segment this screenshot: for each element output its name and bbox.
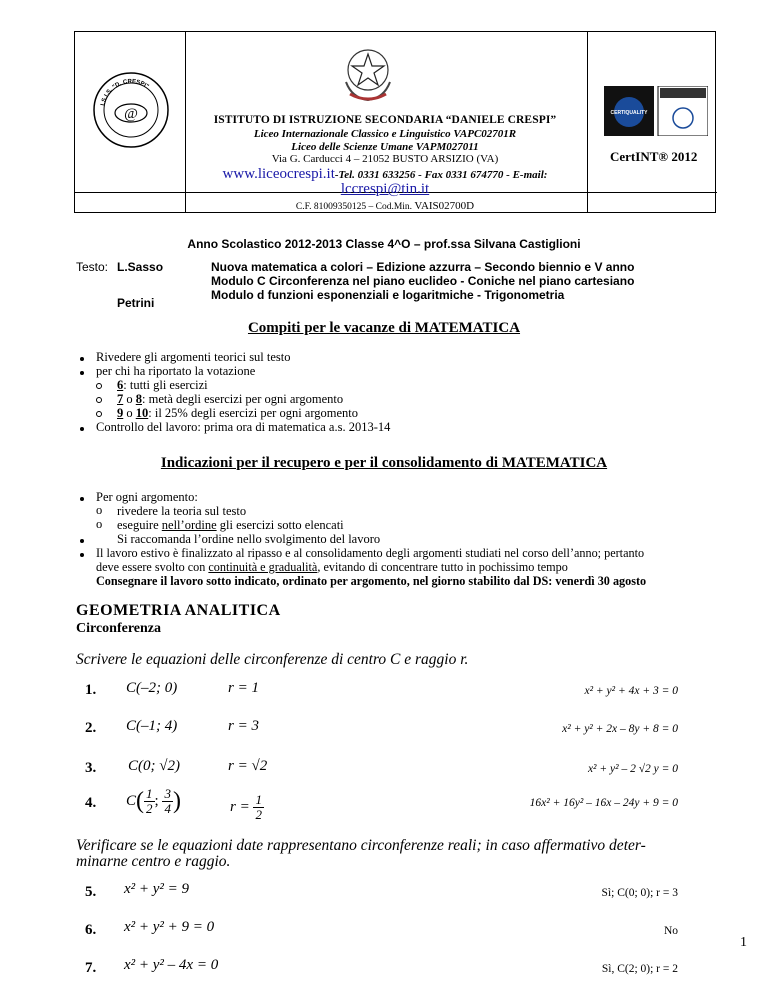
school-year-line: Anno Scolastico 2012-2013 Classe 4^O – prof.ssa Silvana Castiglioni bbox=[187, 237, 581, 251]
bullet-dot bbox=[80, 371, 84, 375]
liceo-line-2: Liceo delle Scienze Umane VAPM027011 bbox=[291, 141, 479, 153]
website-link[interactable]: www.liceocrespi.it bbox=[222, 166, 335, 182]
ministry-code: VAIS02700D bbox=[414, 200, 475, 212]
textbook-line-3: Modulo d funzioni esponenziali e logaritmiche - Trigonometria bbox=[211, 288, 565, 302]
recupero-bullet-3-line-1: Il lavoro estivo è finalizzato al ripasso e al consolidamento degli argomenti studiati nel corso dell’anno; pertanto bbox=[96, 546, 645, 560]
sub-bullet-circle bbox=[96, 397, 102, 403]
italy-emblem bbox=[338, 42, 398, 106]
textbook-label: Testo: bbox=[76, 260, 109, 274]
sub-marker: o bbox=[96, 517, 103, 531]
svg-text:I.S.I.S. "D. CRESPI" bbox=[100, 79, 149, 106]
certiquality-badge bbox=[604, 86, 708, 136]
textbook-line-1: Nuova matematica a colori – Edizione azzurra – Secondo biennio e V anno bbox=[211, 260, 635, 274]
exercise-radius: r = 3 bbox=[228, 718, 259, 734]
header-divider-right bbox=[587, 32, 588, 213]
certint-label: CertINT® 2012 bbox=[610, 149, 698, 164]
exercise-answer: x² + y² – 2 √2 y = 0 bbox=[587, 763, 678, 775]
recupero-bullet-2: Si raccomanda l’ordine nello svolgimento del lavoro bbox=[117, 532, 381, 546]
recupero-deadline: Consegnare il lavoro sotto indicato, ordinato per argomento, nel giorno stabilito dal DS: venerdì 30 agosto bbox=[96, 574, 647, 588]
sub-marker: o bbox=[96, 503, 103, 517]
compiti-sub-3: 9 o 10: il 25% degli esercizi per ogni argomento bbox=[117, 406, 359, 420]
bullet-dot bbox=[80, 553, 84, 557]
exercise-number: 2. bbox=[85, 720, 97, 736]
geometry-subtitle: Circonferenza bbox=[76, 621, 162, 636]
svg-text:@: @ bbox=[124, 106, 138, 122]
textbook-author-2: Petrini bbox=[117, 296, 155, 310]
institute-name: ISTITUTO DI ISTRUZIONE SECONDARIA “DANIELE CRESPI” bbox=[213, 114, 557, 126]
bullet-dot bbox=[80, 427, 84, 431]
exercise-number: 1. bbox=[85, 682, 97, 698]
exercise-center: C(–2; 0) bbox=[126, 680, 178, 696]
school-logo bbox=[92, 71, 170, 149]
exercise-answer: 16x² + 16y² – 16x – 24y + 9 = 0 bbox=[529, 797, 678, 809]
compiti-bullet-3: Controllo del lavoro: prima ora di matematica a.s. 2013-14 bbox=[96, 420, 391, 434]
exercise-equation: x² + y² – 4x = 0 bbox=[124, 957, 219, 973]
fiscal-code: C.F. 81009350125 – Cod.Min. bbox=[295, 202, 413, 212]
compiti-sub-1: 6: tutti gli esercizi bbox=[117, 378, 208, 392]
cert-badge-text: CERTIQUALITY bbox=[610, 110, 648, 116]
exercise-number: 6. bbox=[85, 922, 97, 938]
compiti-bullet-2: per chi ha riportato la votazione bbox=[96, 364, 256, 378]
recupero-bullet-3-line-2: deve essere svolto con continuità e gradualità, evitando di concentrare tutto in pochissimo tempo bbox=[96, 560, 568, 574]
school-address: Via G. Carducci 4 – 21052 BUSTO ARSIZIO (VA) bbox=[271, 153, 499, 165]
liceo-line-1: Liceo Internazionale Classico e Linguistico VAPC02701R bbox=[253, 128, 517, 140]
recupero-title: Indicazioni per il recupero e per il consolidamento di MATEMATICA bbox=[160, 455, 608, 471]
exercise-number: 7. bbox=[85, 960, 97, 976]
textbook-author-1: L.Sasso bbox=[117, 260, 164, 274]
compiti-sub-2: 7 o 8: metà degli esercizi per ogni argomento bbox=[117, 392, 344, 406]
textbook-line-2: Modulo C Circonferenza nel piano euclideo - Coniche nel piano cartesiano bbox=[211, 274, 635, 288]
exercise-answer: x² + y² + 4x + 3 = 0 bbox=[584, 685, 678, 697]
exercise-answer: No bbox=[663, 925, 678, 937]
bullet-dot bbox=[80, 357, 84, 361]
exercise-number: 3. bbox=[85, 760, 97, 776]
exercise-radius: r = 1 bbox=[228, 680, 259, 696]
instruction-2-line-1: Verificare se le equazioni date rappresentano circonferenze reali; in caso affermativo deter- bbox=[76, 837, 646, 854]
instruction-2-line-2: minarne centro e raggio. bbox=[76, 853, 231, 870]
sub-bullet-circle bbox=[96, 383, 102, 389]
exercise-answer: x² + y² + 2x – 8y + 8 = 0 bbox=[562, 723, 678, 735]
recupero-sub-2: eseguire nell’ordine gli esercizi sotto elencati bbox=[117, 518, 344, 532]
tel-fax: -Tel. 0331 633256 - Fax 0331 674770 - E-mail: bbox=[334, 169, 548, 181]
exercise-answer: Sì, C(2; 0); r = 2 bbox=[601, 963, 678, 975]
geometry-title: GEOMETRIA ANALITICA bbox=[76, 602, 281, 619]
recupero-bullet-1: Per ogni argomento: bbox=[96, 490, 198, 504]
exercise-radius: r = $\frac{1}{2}$ bbox=[230, 792, 262, 822]
exercise-equation: x² + y² + 9 = 0 bbox=[124, 919, 215, 935]
email-link[interactable]: lccrespi@tin.it bbox=[340, 181, 430, 197]
exercise-number: 4. bbox=[85, 795, 97, 811]
page-number: 1 bbox=[740, 935, 747, 950]
exercise-equation: x² + y² = 9 bbox=[124, 881, 190, 897]
compiti-title: Compiti per le vacanze di MATEMATICA bbox=[247, 320, 521, 336]
exercise-answer: Sì; C(0; 0); r = 3 bbox=[601, 887, 678, 899]
compiti-bullet-1: Rivedere gli argomenti teorici sul testo bbox=[96, 350, 291, 364]
exercise-center: C(–1; 4) bbox=[126, 718, 178, 734]
exercise-center: C(0; √2) bbox=[128, 758, 180, 774]
bullet-dot bbox=[80, 539, 84, 543]
school-logo-text: I.S.I.S. "D. CRESPI" bbox=[100, 78, 150, 107]
exercise-radius: r = √2 bbox=[228, 758, 268, 774]
exercise-center: C( $\frac{1}{2}$ ; $\frac{3}{4}$ ) bbox=[126, 786, 181, 816]
instruction-1: Scrivere le equazioni delle circonferenze di centro C e raggio r. bbox=[76, 651, 469, 668]
sub-bullet-circle bbox=[96, 411, 102, 417]
email-line bbox=[185, 181, 585, 198]
fiscal-code-line bbox=[185, 200, 585, 212]
exercise-number: 5. bbox=[85, 884, 97, 900]
bullet-dot bbox=[80, 497, 84, 501]
recupero-sub-1: rivedere la teoria sul testo bbox=[117, 504, 247, 518]
